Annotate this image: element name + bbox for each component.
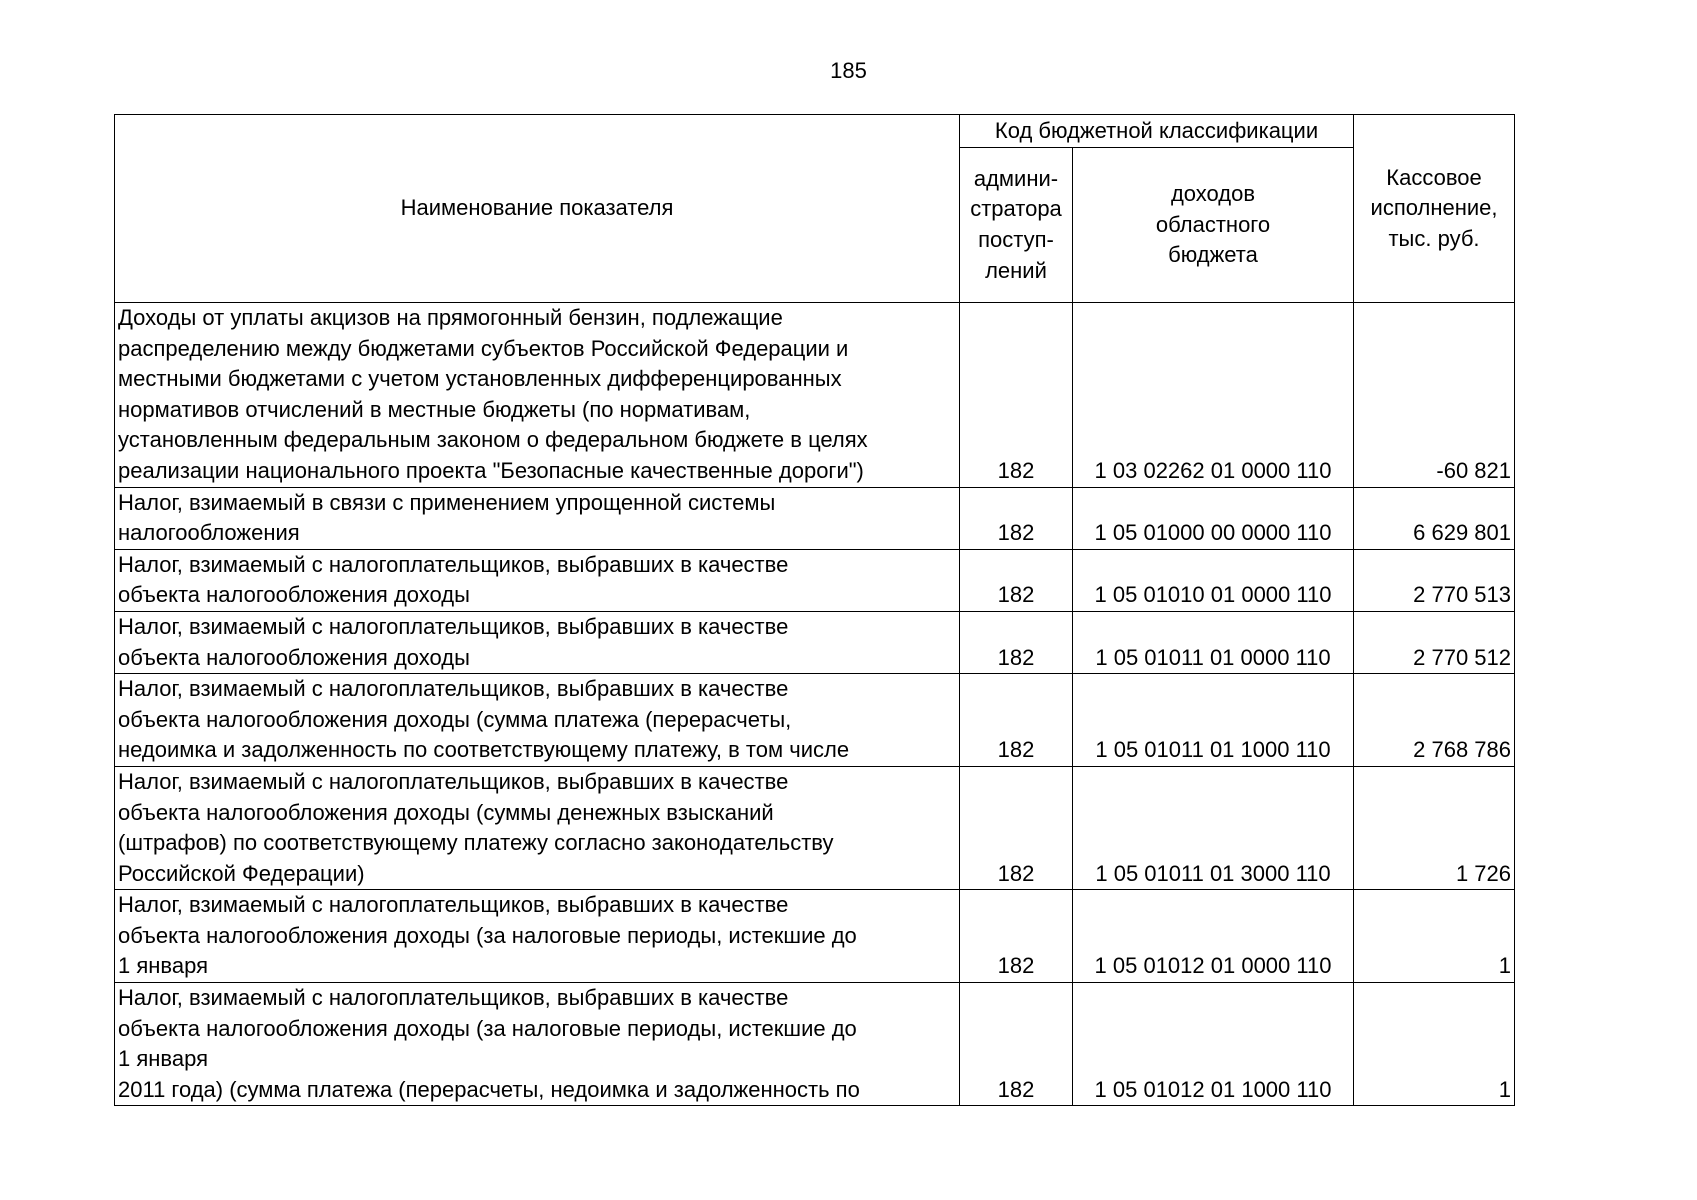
row-name: Налог, взимаемый с налогоплательщиков, выбравших в качестве объекта налогообложения доходы (суммы денежных взысканий (штрафов) по соответствующему платежу согласно законодательству Российской Федерации) (115, 766, 960, 889)
row-sum: 6 629 801 (1354, 487, 1515, 549)
page-number: 185 (830, 58, 867, 83)
row-name: Налог, взимаемый с налогоплательщиков, выбравших в качестве объекта налогообложения доходы (115, 549, 960, 611)
table-row (115, 890, 1515, 983)
row-sum: 2 768 786 (1354, 674, 1515, 767)
header-name: Наименование показателя (115, 115, 960, 303)
row-name: Налог, взимаемый в связи с применением упрощенной системы налогообложения (115, 487, 960, 549)
table-row (115, 487, 1515, 549)
row-income-code: 1 05 01010 01 0000 110 (1073, 549, 1354, 611)
table-row (115, 611, 1515, 673)
row-income-code: 1 03 02262 01 0000 110 (1073, 303, 1354, 488)
row-name: Налог, взимаемый с налогоплательщиков, выбравших в качестве объекта налогообложения доходы (115, 611, 960, 673)
table-row (115, 674, 1515, 767)
row-income-code: 1 05 01012 01 1000 110 (1073, 983, 1354, 1106)
table-row (115, 549, 1515, 611)
table-body (115, 303, 1515, 1106)
row-sum: 2 770 513 (1354, 549, 1515, 611)
table-header (115, 115, 1515, 303)
budget-table (114, 114, 1515, 1106)
row-admin-code: 182 (960, 611, 1073, 673)
row-income-code: 1 05 01012 01 0000 110 (1073, 890, 1354, 983)
row-income-code: 1 05 01011 01 3000 110 (1073, 766, 1354, 889)
table-row (115, 983, 1515, 1106)
table-row (115, 766, 1515, 889)
row-admin-code: 182 (960, 983, 1073, 1106)
row-admin-code: 182 (960, 487, 1073, 549)
header-sum: Кассовое исполнение, тыс. руб. (1354, 115, 1515, 303)
row-admin-code: 182 (960, 890, 1073, 983)
row-income-code: 1 05 01000 00 0000 110 (1073, 487, 1354, 549)
row-sum: 2 770 512 (1354, 611, 1515, 673)
row-sum: 1 726 (1354, 766, 1515, 889)
row-sum: 1 (1354, 890, 1515, 983)
header-code: доходов областного бюджета (1073, 148, 1354, 303)
row-name: Налог, взимаемый с налогоплательщиков, выбравших в качестве объекта налогообложения доходы (за налоговые периоды, истекшие до 1 января 2011 года) (сумма платежа (перерасчеты, недоимка и задолженность по (115, 983, 960, 1106)
row-sum: 1 (1354, 983, 1515, 1106)
row-name: Налог, взимаемый с налогоплательщиков, выбравших в качестве объекта налогообложения доходы (за налоговые периоды, истекшие до 1 января (115, 890, 960, 983)
row-admin-code: 182 (960, 549, 1073, 611)
row-income-code: 1 05 01011 01 1000 110 (1073, 674, 1354, 767)
table-row (115, 303, 1515, 488)
header-kbk-group: Код бюджетной классификации (960, 115, 1354, 148)
header-admin: админи- стратора поступ- лений (960, 148, 1073, 303)
row-name: Доходы от уплаты акцизов на прямогонный бензин, подлежащие распределению между бюджетами субъектов Российской Федерации и местными бюджетами с учетом установленных дифференцированных нормативов отчислений в местные бюджеты (по нормативам, установленным федеральным законом о федеральном бюджете в целях реализации национального проекта "Безопасные качественные дороги") (115, 303, 960, 488)
row-income-code: 1 05 01011 01 0000 110 (1073, 611, 1354, 673)
row-admin-code: 182 (960, 674, 1073, 767)
row-sum: -60 821 (1354, 303, 1515, 488)
row-admin-code: 182 (960, 766, 1073, 889)
row-name: Налог, взимаемый с налогоплательщиков, выбравших в качестве объекта налогообложения доходы (сумма платежа (перерасчеты, недоимка и задолженность по соответствующему платежу, в том числе (115, 674, 960, 767)
row-admin-code: 182 (960, 303, 1073, 488)
